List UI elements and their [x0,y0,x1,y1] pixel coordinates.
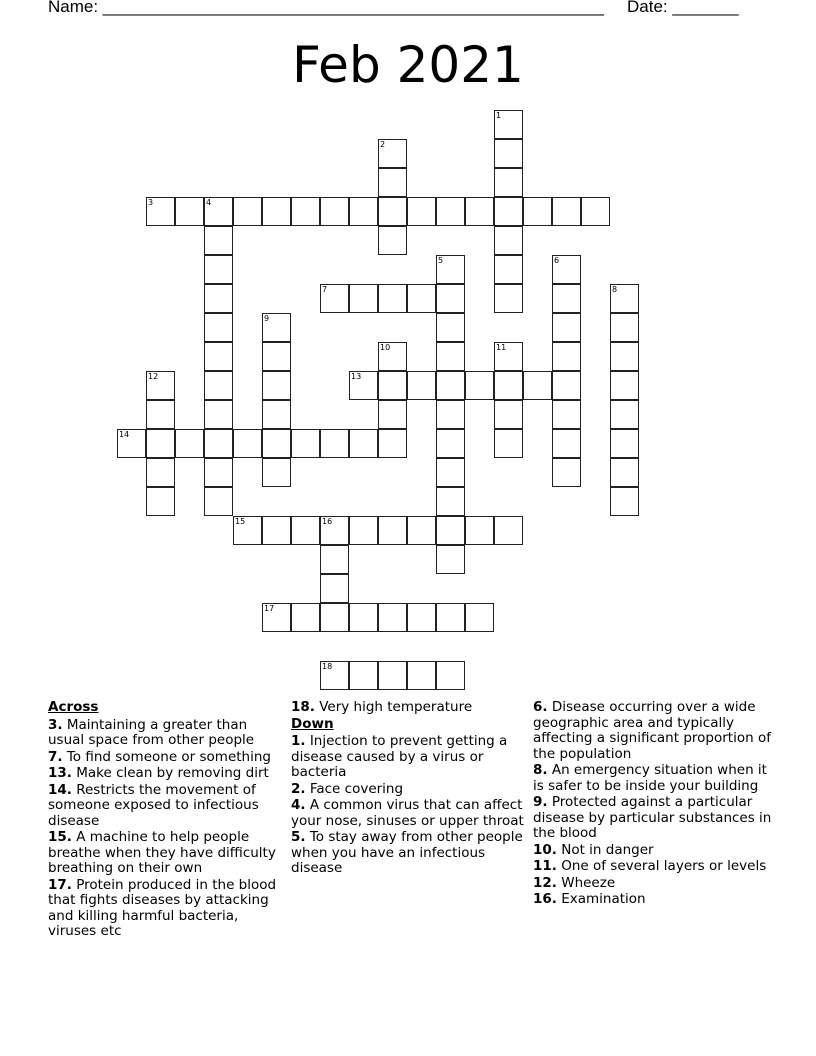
grid-cell[interactable] [465,371,494,400]
grid-cell[interactable] [262,313,291,342]
grid-cell[interactable] [610,313,639,342]
grid-cell[interactable] [407,371,436,400]
grid-cell[interactable] [552,371,581,400]
grid-cell[interactable] [320,661,349,690]
clue-number: 15 [235,517,246,526]
grid-cell[interactable] [349,197,378,226]
grid-cell[interactable] [436,545,465,574]
grid-cell[interactable] [320,197,349,226]
grid-cell[interactable] [146,429,175,458]
grid-cell[interactable] [436,661,465,690]
grid-cell[interactable] [204,197,233,226]
clue-down-8: 8. An emergency situation when it is safer to be inside your building [533,762,767,794]
grid-cell[interactable] [204,226,233,255]
grid-cell[interactable] [378,661,407,690]
grid-cell[interactable] [610,342,639,371]
grid-cell[interactable] [494,197,523,226]
clue-number: 17 [264,604,275,613]
grid-cell[interactable] [378,429,407,458]
clue-down-6: 6. Disease occurring over a wide geographic area and typically affecting a significant proportion of the population [533,699,771,762]
grid-cell[interactable] [494,139,523,168]
grid-cell[interactable] [378,139,407,168]
grid-cell[interactable] [407,516,436,545]
clue-number: 1 [496,111,502,120]
grid-cell[interactable] [552,255,581,284]
clue-number: 6 [554,256,560,265]
clue-down-11: 11. One of several layers or levels [533,858,767,874]
grid-cell[interactable] [436,342,465,371]
across-heading: Across [48,699,99,715]
grid-cell[interactable] [146,371,175,400]
grid-cell[interactable] [378,284,407,313]
grid-cell[interactable] [204,487,233,516]
grid-cell[interactable] [262,400,291,429]
clue-number: 5 [438,256,444,265]
grid-cell[interactable] [378,197,407,226]
date-blank[interactable]: _______ [667,0,739,16]
grid-cell[interactable] [552,458,581,487]
grid-cell[interactable] [494,168,523,197]
name-blank[interactable]: _____________________________________________________ [98,0,604,16]
grid-cell[interactable] [523,197,552,226]
grid-cell[interactable] [175,197,204,226]
grid-cell[interactable] [465,516,494,545]
grid-cell[interactable] [291,516,320,545]
grid-cell[interactable] [494,226,523,255]
clues-column-2 [291,700,526,878]
page-title: Feb 2021 [292,36,524,94]
grid-cell[interactable] [349,429,378,458]
grid-cell[interactable] [436,284,465,313]
clue-down-4: 4. A common virus that can affect your nose, sinuses or upper throat [291,797,524,829]
grid-cell[interactable] [349,603,378,632]
grid-cell[interactable] [552,429,581,458]
grid-cell[interactable] [494,400,523,429]
grid-cell[interactable] [436,458,465,487]
grid-cell[interactable] [436,400,465,429]
clue-number: 14 [119,430,130,439]
grid-cell[interactable] [262,371,291,400]
grid-cell[interactable] [262,458,291,487]
grid-cell[interactable] [610,458,639,487]
clues-column-3 [533,700,773,909]
clue-down-9: 9. Protected against a particular disease by particular substances in the blood [533,794,772,841]
grid-cell[interactable] [320,603,349,632]
down-heading: Down [291,715,334,732]
grid-cell[interactable] [436,487,465,516]
grid-cell[interactable] [349,371,378,400]
clue-across-15: 15. A machine to help people breathe when they have difficulty breathing on their own [48,829,276,876]
grid-cell[interactable] [262,603,291,632]
clue-across-3: 3. Maintaining a greater than usual space from other people [48,716,255,748]
grid-cell[interactable] [436,371,465,400]
clue-number: 12 [148,372,159,381]
grid-cell[interactable] [262,197,291,226]
grid-cell[interactable] [407,284,436,313]
grid-cell[interactable] [552,284,581,313]
name-label: Name: [48,0,99,16]
clue-across-13: 13. Make clean by removing dirt [48,765,269,781]
clue-number: 4 [206,198,212,207]
clue-number: 13 [351,372,362,381]
grid-cell[interactable] [378,342,407,371]
grid-cell[interactable] [349,516,378,545]
grid-cell[interactable] [349,661,378,690]
clue-down-1: 1. Injection to prevent getting a disease caused by a virus or bacteria [291,733,508,780]
clue-number: 9 [264,314,270,323]
grid-cell[interactable] [146,400,175,429]
clue-across-18: 18. Very high temperature [291,699,473,715]
grid-cell[interactable] [204,429,233,458]
grid-cell[interactable] [494,516,523,545]
grid-cell[interactable] [291,603,320,632]
grid-cell[interactable] [494,371,523,400]
clue-across-7: 7. To find someone or something [48,748,271,765]
clue-down-16: 16. Examination [533,891,646,907]
clue-across-17: 17. Protein produced in the blood that fights diseases by attacking and killing harmful bacteria, viruses etc [48,876,277,939]
grid-cell[interactable] [407,197,436,226]
grid-cell[interactable] [378,168,407,197]
grid-cell[interactable] [349,284,378,313]
grid-cell[interactable] [436,313,465,342]
clue-number: 3 [148,198,154,207]
grid-cell[interactable] [552,197,581,226]
grid-cell[interactable] [378,226,407,255]
grid-cell[interactable] [204,255,233,284]
clue-number: 18 [322,662,333,671]
grid-cell[interactable] [146,487,175,516]
clue-number: 8 [612,285,618,294]
grid-cell[interactable] [320,574,349,603]
grid-cell[interactable] [436,197,465,226]
grid-cell[interactable] [494,284,523,313]
grid-cell[interactable] [378,516,407,545]
clue-number: 7 [322,285,328,294]
grid-cell[interactable] [494,342,523,371]
clue-number: 16 [322,517,333,526]
grid-cell[interactable] [378,603,407,632]
grid-cell[interactable] [175,429,204,458]
grid-cell[interactable] [204,371,233,400]
grid-cell[interactable] [117,429,146,458]
clue-number: 10 [380,343,391,352]
grid-cell[interactable] [320,516,349,545]
clue-number: 2 [380,140,386,149]
clue-down-2: 2. Face covering [291,780,404,797]
grid-cell[interactable] [523,371,552,400]
grid-cell[interactable] [610,371,639,400]
grid-cell[interactable] [291,429,320,458]
grid-cell[interactable] [436,516,465,545]
grid-cell[interactable] [494,255,523,284]
grid-cell[interactable] [204,313,233,342]
grid-cell[interactable] [436,429,465,458]
grid-cell[interactable] [320,284,349,313]
grid-cell[interactable] [291,197,320,226]
grid-cell[interactable] [262,429,291,458]
clue-number: 11 [496,343,507,352]
clue-down-10: 10. Not in danger [533,841,654,858]
grid-cell[interactable] [233,197,262,226]
grid-cell[interactable] [436,603,465,632]
grid-cell[interactable] [262,516,291,545]
grid-cell[interactable] [465,197,494,226]
date-label: Date: [627,0,668,16]
grid-cell[interactable] [581,197,610,226]
grid-cell[interactable] [436,255,465,284]
grid-cell[interactable] [494,429,523,458]
grid-cell[interactable] [552,313,581,342]
grid-cell[interactable] [407,603,436,632]
grid-cell[interactable] [552,342,581,371]
grid-cell[interactable] [610,400,639,429]
grid-cell[interactable] [204,400,233,429]
grid-cell[interactable] [465,603,494,632]
clue-down-12: 12. Wheeze [533,874,616,891]
clue-across-14: 14. Restricts the movement of someone exposed to infectious disease [48,781,259,829]
grid-cell[interactable] [146,197,175,226]
grid-cell[interactable] [233,516,262,545]
grid-cell[interactable] [610,429,639,458]
grid-cell[interactable] [610,487,639,516]
grid-cell[interactable] [378,371,407,400]
grid-cell[interactable] [262,342,291,371]
grid-cell[interactable] [494,110,523,139]
grid-cell[interactable] [233,429,262,458]
grid-cell[interactable] [204,458,233,487]
grid-cell[interactable] [204,342,233,371]
grid-cell[interactable] [320,429,349,458]
grid-cell[interactable] [378,400,407,429]
clues-column-1 [48,700,283,941]
grid-cell[interactable] [204,284,233,313]
grid-cell[interactable] [146,458,175,487]
grid-cell[interactable] [610,284,639,313]
grid-cell[interactable] [552,400,581,429]
grid-cell[interactable] [320,545,349,574]
clue-down-5: 5. To stay away from other people when you have an infectious disease [291,829,523,876]
grid-cell[interactable] [407,661,436,690]
